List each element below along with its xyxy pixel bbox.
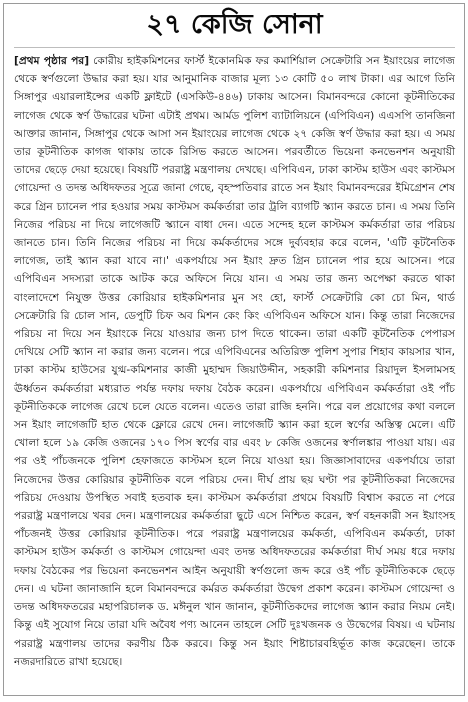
news-clipping — [3, 3, 465, 696]
article-body-text: কোরীয় হাইকমিশনের ফার্স্ট ইকোনমিক ফর কমার্শিয়াল সেক্রেটারি সন ইয়াংয়ের লাগেজ থেকে স্বর্ণগুলো উদ্ধার করা হয়। যার আনুমানিক বাজার মূল্য ১৩ কোটি ৫০ লাখ টাকা। এর আগে তিনি সিঙ্গাপুর এয়ারলাইন্সের একটি ফ্লাইটে (এসকিউ-৪৪৬) ঢাকায় আসেন। বিমানবন্দরে কোনো কূটনীতিকের লাগেজ থেকে স্বর্ণ উদ্ধারের ঘটনা এটাই প্রথম। আর্মড পুলিশ ব্যাটালিয়নে (এপিবিএন) এএসপি তানজিনা আক্তার জানান, সিঙ্গাপুর থেকে আসা সন ইয়াংয়ের লাগেজ থেকে ২৭ কেজি স্বর্ণ উদ্ধার করা হয়। এ সময় তার কূটনীতিক কাগজ থাকায় তাকে রিসিভ করতে আসেন। পরবর্তীতে ভিয়েনা কনভেনশন অনুযায়ী তাদের ছেড়ে দেয়া হয়েছে। বিষয়টি পররাষ্ট্র মন্ত্রণালয় দেখছে। এপিবিএন, ঢাকা কাস্টম হাউস এবং কাস্টমস গোয়েন্দা ও তদন্ত অধিদফতর সূত্রে জানা গেছে, বৃহস্পতিবার রাতে সন ইয়াং বিমানবন্দরের ইমিগ্রেশন শেষ করে গ্রিন চ্যানেল পার হওয়ার সময় কাস্টমস কর্মকর্তারা তার ট্রলি ব্যাগটি স্ক্যান করতে চান। এ সময় তিনি নিজের পরিচয় না দিয়ে লাগেজটি স্ক্যানে বাধা দেন। এতে সন্দেহ হলে কাস্টমস কর্মকর্তারা তার পরিচয় জানতে চান। তিনি নিজের পরিচয় না দিয়ে কর্মকর্তাদের সঙ্গে দুর্ব্যবহার করে বলেন, 'এটি কূটনৈতিক লাগেজ, তাই স্ক্যান করা যাবে না।' একপর্যায়ে সন ইয়াং দ্রুত গ্রিন চ্যানেল পার হয়ে আসেন। পরে এপিবিএন সদস্যরা তাকে আটক করে অফিসে নিয়ে যান। এ সময় তার জন্য অপেক্ষা করতে থাকা বাংলাদেশে নিযুক্ত উত্তর কোরিয়ার হাইকমিশনার মুন সং হো, ফার্স্ট সেক্রেটারি কো চো মিন, থার্ড সেক্রেটারি রি চোল সান, ডেপুটি চিফ অব মিশন কেং কিং এপিবিএন অফিসে যান। কিন্তু তারা নিজেদের পরিচয় না দিয়ে সন ইয়াংকে নিয়ে যাওয়ার জন্য চাপ দিতে থাকেন। তারা একটি কূটনৈতিক পেপারস দেখিয়ে সেটি স্ক্যান না করার জন্য বলেন। পরে এপিবিএনের অতিরিক্ত পুলিশ সুপার শিহাব কায়সার খান, ঢাকা কাস্টম হাউসের যুগ্ম-কমিশনার কাজী মুহাম্মদ জিয়াউদ্দীন, সহকারী কমিশনার রিয়াদুল ইসলামসহ ঊর্ধ্বতন কর্মকর্তারা মধ্যরাত পর্যন্ত দফায় দফায় বৈঠক করেন। একপর্যায়ে এপিবিএন কর্মকর্তারা ওই পাঁচ কূটনীতিককে লাগেজ রেখে চলে যেতে বলেন। এতেও তারা রাজি হননি। পরে বল প্রয়োগের কথা বললে সন ইয়াং লাগেজটি হাত থেকে ফ্লোরে রেখে দেন। লাগেজটি স্ক্যান করা হলে স্বর্ণের অস্তিত্ব মেলে। এটি খোলা হলে ১৯ কেজি ওজনের ১৭০ পিস স্বর্ণের বার এবং ৮ কেজি ওজনের স্বর্ণালঙ্কার পাওয়া যায়। এর পর ওই পাঁচজনকে পুলিশ হেফাজতে কাস্টমস হলে নিয়ে যাওয়া হয়। জিজ্ঞাসাবাদের একপর্যায়ে তারা নিজেদের উত্তর কোরিয়ার কূটনীতিক বলে পরিচয় দেন। দীর্ঘ প্রায় ছয় ঘণ্টা পর কূটনীতিকরা নিজেদের পরিচয় দেওয়ায় উপস্থিত সবাই হতবাক হন। কাস্টমস কর্মকর্তারা প্রথমে বিষয়টি বিশ্বাস করতে না পেরে পররাষ্ট্র মন্ত্রণালয়ে খবর দেন। মন্ত্রণালয়ের কর্মকর্তারা ছুটে এসে নিশ্চিত করেন, স্বর্ণ বহনকারী সন ইয়াংসহ পাঁচজনই উত্তর কোরিয়ার কূটনীতিক। পরে পররাষ্ট্র মন্ত্রণালয়ের কর্মকর্তা, এপিবিএন কর্মকর্তা, ঢাকা কাস্টমস হাউস কর্মকর্তা ও কাস্টমস গোয়েন্দা এবং তদন্ত অধিদফতরের কর্মকর্তারা দীর্ঘ সময় ধরে দফায় দফায় বৈঠকের পর ভিয়েনা কনভেনশন আইন অনুযায়ী স্বর্ণগুলো জব্দ করে ওই পাঁচ কূটনীতিককে ছেড়ে দেন। এ ঘটনা জানাজানি হলে বিমানবন্দরে কর্মরত কর্মকর্তারা উদ্বেগ প্রকাশ করেন। কাস্টমস গোয়েন্দা ও তদন্ত অধিদফতরের মহাপরিচালক ড. মঈনুল খান জানান, কূটনীতিকদের লাগেজ স্ক্যান করার নিয়ম নেই। কিন্তু এই সুযোগ নিয়ে তারা যদি অবৈধ পণ্য আনেন তাহলে সেটি দুঃখজনক ও উদ্বেগের বিষয়। এ ঘটনায় পররাষ্ট্র মন্ত্রণালয় তাদের করণীয় ঠিক করবে। কিন্তু সন ইয়াং শিষ্টাচারবহির্ভূত কাজ করেছেন। তাকে নজরদারিতে রাখা হয়েছে। — [14, 55, 455, 668]
article-body — [14, 52, 455, 671]
jump-label: [প্রথম পৃষ্ঠার পর] — [14, 55, 90, 67]
article-headline: ২৭ কেজি সোনা — [146, 9, 323, 40]
headline-divider — [14, 47, 455, 48]
